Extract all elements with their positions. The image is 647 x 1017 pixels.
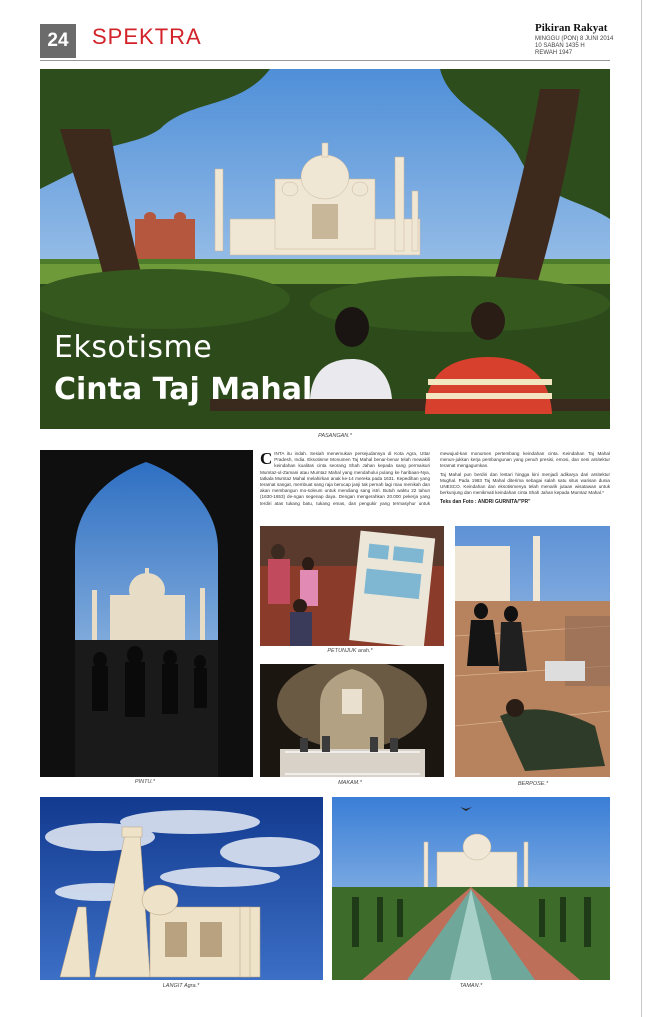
javanese-date-line: REWAH 1947 xyxy=(535,50,573,56)
page-edge-line xyxy=(641,0,642,1017)
hijri-date-line: 10 SABAN 1435 H xyxy=(535,43,585,49)
photo-taman xyxy=(332,797,610,980)
headline-line-1: Eksotisme xyxy=(54,330,213,365)
article-body xyxy=(260,451,610,507)
section-title: SPEKTRA xyxy=(92,24,202,49)
caption-petunjuk: PETUNJUK arah.* xyxy=(327,648,373,654)
photo-berpose xyxy=(455,526,610,777)
article-paragraph-1-text: INTA itu indah. Sesiah menemukan persejudannya di Kota Agra, Uttar Pradesh, India. Eksotisme Monumen Taj Mahal benar-benar telah mewakili keindahan kualitas cinta seorang Shah Jahan kepada sang permaisuri Mumtaz-ul-Zamani atau Mumtaz Mahal yang mendahului pulang ke haribaan-Nya, tatkala Mumtaz Mahal melahirkan anak ke-14 mereka pada 1631. Kepedihan yang teramat sangat, membuat sang raja berucap janji tak pernah lagi mau menikah dan akan membangun mo-soleum untuk mendiang sang istri. Butuh waktu 22 tahun (1630-1653) de-ngan segenap daya. Dengan mengerahkan 20.000 pekerja yang terdiri atas tukang batu, tukang emas, dan pengukir yang termasyhur untuk mewujud-kan monumen pertembang keindahan cinta. Keindahan Taj Mahal menun-jukkan kerja pembangunan yang penuh presisi, emosi, dan seni arsitektur teramat mengagumkan. xyxy=(260,451,610,506)
caption-taman: TAMAN.* xyxy=(459,983,483,989)
article-paragraph-2: Taj Mahal pun berdiri dan lestari hingga kini menjadi adikarya dari arsitektur Mughal. Pada 1983 Taj Mahal diterima sebagai salah satu situs warisan dunia UNESCO. Keindahan dan eksotismenya telah menarik jutaan wisatawan untuk berkunjung dan menikmati keindahan cinta Shah Jahan kepada Mumtaz Mahal.* xyxy=(440,471,610,496)
headline-line-2: Cinta Taj Mahal xyxy=(54,372,313,407)
caption-main: PASANGAN.* xyxy=(318,433,352,439)
article-credit: Teks dan Foto : ANDRI GURNITA/"PR" xyxy=(440,499,531,506)
photo-makam xyxy=(260,664,444,777)
caption-pintu: PINTU.* xyxy=(134,779,156,785)
header-rule xyxy=(40,60,610,61)
caption-makam: MAKAM.* xyxy=(338,780,362,786)
photo-langit xyxy=(40,797,323,980)
photo-petunjuk xyxy=(260,526,444,646)
article-dropcap: C xyxy=(260,449,273,468)
date-line: MINGGU (PON) 8 JUNI 2014 xyxy=(535,36,614,42)
photo-pintu xyxy=(40,450,253,777)
newspaper-name: Pikiran Rakyat xyxy=(535,22,608,34)
caption-langit: LANGIT Agra.* xyxy=(162,983,200,989)
page-number: 24 xyxy=(40,24,76,58)
caption-berpose: BERPOSE.* xyxy=(517,781,549,787)
